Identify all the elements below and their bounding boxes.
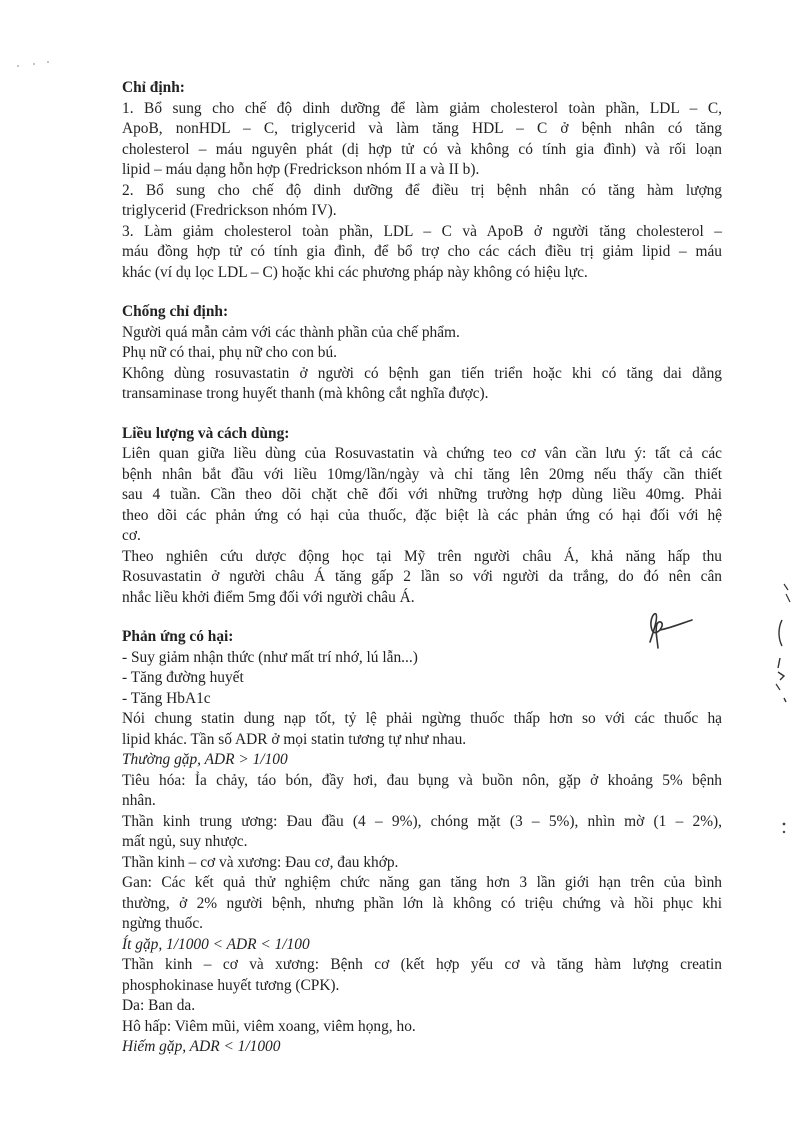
section-spacer [122,608,722,627]
text-line: 1. Bổ sung cho chế độ dinh dưỡng để làm giảm cholesterol toàn phần, LDL – C, [122,99,722,117]
frequency-subheading: Thường gặp, ADR > 1/100 [122,751,288,768]
text-line: - Suy giảm nhận thức (như mất trí nhớ, lú lẫn...) [122,648,418,666]
section-heading: Phản ứng có hại: [122,628,234,645]
text-line: Người quá mẫn cảm với các thành phần của chế phẩm. [122,323,460,341]
text-line: phosphokinase huyết tương (CPK). [122,976,340,994]
text-line: Phụ nữ có thai, phụ nữ cho con bú. [122,344,338,361]
handwritten-initials [640,608,704,654]
text-line: Gan: Các kết quả thử nghiệm chức năng gan tăng hơn 3 lần giới hạn trên của bình [122,874,722,891]
text-line: Theo nghiên cứu dược động học tại Mỹ trên người châu Á, khả năng hấp thu [122,547,722,565]
text-line: lipid – máu dạng hỗn hợp (Fredrickson nhóm II a và II b). [122,161,480,178]
document-body [122,78,722,1058]
text-line: triglycerid (Fredrickson nhóm IV). [122,202,337,219]
section-heading: Chỉ định: [122,79,185,96]
text-line: 2. Bổ sung cho chế độ dinh dưỡng để điều trị bệnh nhân có tăng hàm lượng [122,181,722,199]
text-line: Thần kinh – cơ và xương: Bệnh cơ (kết hợp yếu cơ và tăng hàm lượng creatin [122,956,722,973]
text-line: mất ngủ, suy nhược. [122,833,248,850]
text-line: Rosuvastatin ở người châu Á tăng gấp 2 lần so với người da trắng, do đó nên cân [122,568,722,585]
text-line: Liên quan giữa liều dùng của Rosuvastatin và chứng teo cơ vân cần lưu ý: tất cả các [122,445,722,462]
section-heading: Liều lượng và cách dùng: [122,424,290,442]
text-line: bệnh nhân bắt đầu với liều 10mg/lần/ngày và chỉ tăng lên 20mg nếu thấy cần thiết [122,465,722,483]
text-line: nhắc liều khởi điểm 5mg đối với người châu Á. [122,588,415,606]
text-line: ngừng thuốc. [122,915,204,932]
text-line: 3. Làm giảm cholesterol toàn phần, LDL – C và ApoB ở người tăng cholesterol – [122,222,722,240]
text-line: Tiêu hóa: Ỉa chảy, táo bón, đầy hơi, đau bụng và buồn nôn, gặp ở khoảng 5% bệnh [122,771,722,789]
text-line: Không dùng rosuvastatin ở người có bệnh gan tiến triển hoặc khi có tăng dai dẳng [122,364,722,382]
text-line: nhân. [122,792,156,809]
text-line: lipid khác. Tần số ADR ở mọi statin tương tự như nhau. [122,730,467,748]
text-line: khác (ví dụ lọc LDL – C) hoặc khi các phương pháp này không có hiệu lực. [122,263,588,281]
text-line: cơ. [122,527,141,544]
text-line: Da: Ban da. [122,997,196,1014]
text-line: - Tăng HbA1c [122,689,211,707]
text-line: máu đồng hợp tử có tính gia đình, để bổ trợ cho các cách điều trị giảm lipid – máu [122,243,722,260]
text-line: cholesterol – máu nguyên phát (dị hợp tử có và không có tính gia đình) và rối loạn [122,140,722,158]
text-line: ApoB, nonHDL – C, triglycerid và làm tăng HDL – C ở bệnh nhân có tăng [122,120,722,137]
text-line: Thần kinh – cơ và xương: Đau cơ, đau khớp. [122,853,399,871]
text-line: theo dõi các phản ứng có hại của thuốc, đặc biệt là các phản ứng có hại đối với hệ [122,506,722,524]
text-line: Thần kinh trung ương: Đau đầu (4 – 9%), chóng mặt (3 – 5%), nhìn mờ (1 – 2%), [122,812,722,830]
text-line: thường, ở 2% người bệnh, nhưng phần lớn là không có triệu chứng và hồi phục khi [122,894,722,912]
text-line: transaminase trong huyết thanh (mà không cắt nghĩa được). [122,385,489,402]
scan-edge-marks [762,580,798,840]
section-spacer [122,283,722,302]
text-line: Nói chung statin dung nạp tốt, tỷ lệ phải ngừng thuốc thấp hơn so với các thuốc hạ [122,710,722,727]
scan-corner-dots [14,56,54,76]
text-line: - Tăng đường huyết [122,669,244,686]
section-spacer [122,405,722,424]
text-line: sau 4 tuần. Cần theo dõi chặt chẽ đối với những trường hợp dùng liều 40mg. Phải [122,486,722,503]
text-line: Hô hấp: Viêm mũi, viêm xoang, viêm họng, ho. [122,1017,416,1035]
frequency-subheading: Ít gặp, 1/1000 < ADR < 1/100 [122,935,310,953]
frequency-subheading: Hiếm gặp, ADR < 1/1000 [122,1038,281,1055]
section-heading: Chống chỉ định: [122,303,229,320]
